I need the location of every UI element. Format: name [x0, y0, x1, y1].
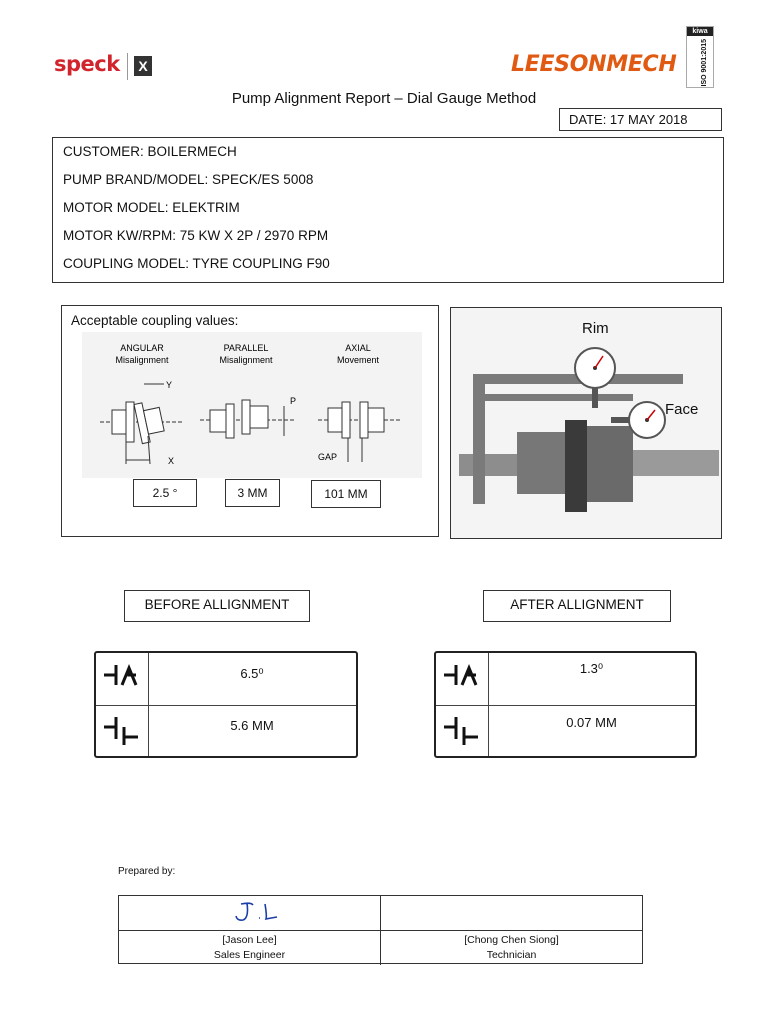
coupling-disc [565, 420, 587, 512]
angular-y-label: Y [166, 380, 173, 390]
signoff-table [118, 895, 643, 964]
before-parallel-row [96, 705, 356, 757]
after-angular-value: 1.3⁰ [579, 661, 604, 676]
person2-cell [381, 931, 642, 965]
before-angular-row [96, 653, 356, 706]
axial-gap-label: GAP [318, 452, 338, 462]
detail-motor-kw-rpm: MOTOR KW/RPM: 75 KW X 2P / 2970 RPM [63, 228, 329, 243]
after-parallel-row [436, 705, 695, 757]
axial-title: AXIAL [345, 343, 371, 353]
bracket-arm [473, 394, 633, 401]
after-alignment-label: AFTER ALLIGNMENT [483, 590, 671, 622]
parallel-p-label: P [290, 396, 297, 406]
detail-customer: CUSTOMER: BOILERMECH [63, 144, 237, 159]
right-shaft [627, 450, 719, 476]
kiwa-certification-badge [686, 26, 714, 88]
before-alignment-table [94, 651, 358, 758]
face-label: Face [665, 401, 699, 418]
customer-details-box [52, 137, 724, 283]
handwritten-signature [119, 896, 381, 930]
after-alignment-table [434, 651, 697, 758]
left-hub [517, 432, 567, 494]
axial-sub: Movement [336, 355, 380, 365]
angular-misalignment-icon [436, 653, 489, 705]
parallel-sub: Misalignment [219, 355, 273, 365]
detail-motor-model: MOTOR MODEL: ELEKTRIM [63, 200, 240, 215]
detail-pump-model: PUMP BRAND/MODEL: SPECK/ES 5008 [63, 172, 314, 187]
speck-x-icon: X [134, 56, 152, 76]
before-parallel-value: 5.6 MM [230, 717, 274, 733]
dial-gauge-illustration [450, 307, 722, 539]
parallel-misalignment-icon [96, 705, 149, 757]
angular-misalignment-icon [96, 653, 149, 705]
rim-label: Rim [582, 320, 609, 337]
angular-x-label: X [168, 456, 175, 466]
signature-cell-1 [119, 896, 381, 931]
prepared-by-label: Prepared by: [118, 866, 176, 877]
person1-cell [119, 931, 381, 965]
parallel-misalignment-icon [436, 705, 489, 757]
coupling-values-title: Acceptable coupling values: [71, 313, 239, 328]
before-alignment-label: BEFORE ALLIGNMENT [124, 590, 310, 622]
before-angular-value: 6.5⁰ [240, 666, 264, 681]
after-parallel-value: 0.07 MM [566, 714, 617, 730]
person1-title: Sales Engineer [213, 949, 286, 961]
iso-cert-text: ISO 9001:2015 [701, 39, 708, 87]
leesonmech-logo: LEESONMECH [511, 52, 677, 77]
signature-cell-2 [381, 896, 642, 931]
angular-value: 2.5 ° [133, 479, 197, 507]
report-date: DATE: 17 MAY 2018 [559, 108, 722, 131]
coupling-values-box [61, 305, 439, 537]
parallel-title: PARALLEL [223, 343, 269, 353]
detail-coupling-model: COUPLING MODEL: TYRE COUPLING F90 [63, 256, 330, 271]
speck-logo: speck [54, 52, 120, 76]
right-hub [587, 426, 633, 502]
person2-title: Technician [486, 949, 537, 961]
logo-divider [127, 53, 128, 80]
parallel-value: 3 MM [225, 479, 280, 507]
angular-title: ANGULAR [120, 343, 164, 353]
axial-value: 101 MM [311, 480, 381, 508]
report-title: Pump Alignment Report – Dial Gauge Method [231, 90, 537, 107]
after-angular-row [436, 653, 695, 706]
person1-name: [Jason Lee] [222, 934, 277, 946]
kiwa-mark: kiwa [687, 27, 713, 36]
angular-sub: Misalignment [115, 355, 169, 365]
dial-gauge-diagram [451, 308, 721, 538]
person2-name: [Chong Chen Siong] [464, 934, 559, 946]
coupling-diagrams [82, 332, 422, 480]
bracket-vertical [473, 374, 485, 504]
